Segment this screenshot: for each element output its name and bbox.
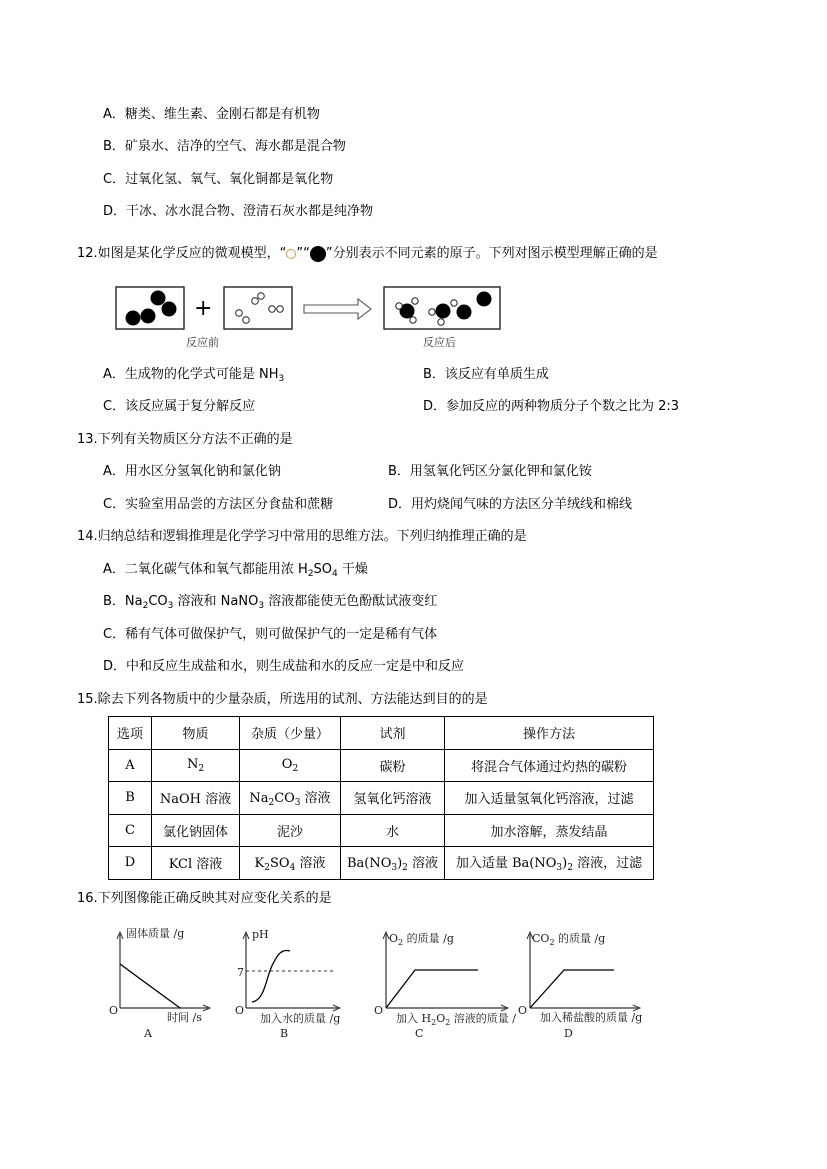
- graph-b: [226, 924, 356, 1046]
- graph-d-xlabel: 加入稀盐酸的质量 /g: [540, 1011, 643, 1024]
- graph-d-curve: [530, 970, 614, 1008]
- table-header-cell: 试剂: [341, 717, 445, 750]
- graph-c-origin: O: [374, 1004, 384, 1017]
- graph-d-ylabel: $CO_2$ 的质量 /g: [532, 932, 606, 947]
- table-header-cell: 选项: [109, 717, 152, 750]
- graph-a-curve: [120, 964, 180, 1008]
- table-header-cell: 操作方法: [445, 717, 654, 750]
- q12-option-d: D．参加反应的两种物质分子个数之比为 2:3: [423, 399, 680, 414]
- graph-b-xlabel: 加入水的质量 /g: [260, 1012, 341, 1025]
- q16-stem: 16.下列图像能正确反映其对应变化关系的是: [77, 891, 332, 906]
- black-atom-icon: [310, 246, 326, 262]
- q12-option-b: B．该反应有单质生成: [423, 367, 549, 382]
- q13-stem: 13.下列有关物质区分方法不正确的是: [77, 432, 293, 447]
- q14-stem: 14.归纳总结和逻辑推理是化学学习中常用的思维方法。下列归纳推理正确的是: [77, 529, 527, 544]
- graph-b-ylabel: pH: [252, 928, 269, 941]
- graph-d-label: D: [564, 1027, 573, 1040]
- q12-stem: 12.如图是某化学反应的微观模型，“ ”“ ”分别表示不同元素的原子。下列对图示模型理解正确的是: [77, 246, 658, 261]
- graph-a-origin: O: [109, 1004, 119, 1017]
- graph-b-curve: [252, 950, 290, 1002]
- q13-option-a: A．用水区分氢氧化钠和氯化钠: [103, 464, 281, 479]
- graph-a-label: A: [144, 1027, 152, 1040]
- impurity-table: [108, 716, 654, 880]
- table-row: D KCl 溶液 $K_2SO_4$ 溶液 $Ba(NO_3)_2$ 溶液 加入适量 $Ba(NO_3)_2$ 溶液，过滤: [109, 847, 654, 880]
- q15-stem: 15.除去下列各物质中的少量杂质，所选用的试剂、方法能达到目的的是: [77, 692, 488, 707]
- q13-option-c: C．实验室用品尝的方法区分食盐和蔗糖: [103, 497, 334, 512]
- q14-option-d: D．中和反应生成盐和水，则生成盐和水的反应一定是中和反应: [103, 659, 465, 674]
- q13-option-d: D．用灼烧闻气味的方法区分羊绒线和棉线: [388, 497, 633, 512]
- graph-a-ylabel: 固体质量 /g: [126, 927, 185, 940]
- q14-option-b: B．$Na_2CO_3$ 溶液和 NaNO$_3$ 溶液都能使无色酚酞试液变红: [103, 594, 438, 611]
- graph-c-xlabel: 加入 $H_2O_2$ 溶液的质量 /g: [396, 1012, 516, 1027]
- table-row: B NaOH 溶液 $Na_2CO_3$ 溶液 氢氧化钙溶液 加入适量氢氧化钙溶液，过滤: [109, 782, 654, 815]
- table-row: A $N_2$ $O_2$ 碳粉 将混合气体通过灼热的碳粉: [109, 749, 654, 782]
- q11-option-c: C．过氧化氢、氧气、氧化铜都是氧化物: [103, 172, 334, 187]
- table-header-cell: 杂质（少量）: [240, 717, 341, 750]
- q12-option-a: A．生成物的化学式可能是 $NH_3$: [103, 367, 285, 384]
- q11-option-a: A．糖类、维生素、金刚石都是有机物: [103, 107, 320, 122]
- graph-c-curve: [386, 970, 478, 1008]
- q11-option-b: B．矿泉水、洁净的空气、海水都是混合物: [103, 139, 346, 154]
- table-row: C 氯化钠固体 泥沙 水 加水溶解，蒸发结晶: [109, 814, 654, 847]
- table-header-cell: 物质: [152, 717, 240, 750]
- graph-b-label: B: [280, 1027, 289, 1040]
- label-after-reaction: 反应后: [423, 336, 456, 349]
- q14-option-a: A．二氧化碳气体和氧气都能用浓 $H_2SO_4$ 干燥: [103, 562, 368, 579]
- plus-icon: +: [194, 296, 213, 321]
- q13-option-b: B．用氢氧化钙区分氯化钾和氯化铵: [388, 464, 592, 479]
- q14-option-c: C．稀有气体可做保护气，则可做保护气的一定是稀有气体: [103, 627, 438, 642]
- q12-option-c: C．该反应属于复分解反应: [103, 399, 256, 414]
- graph-a: [100, 924, 225, 1046]
- graph-a-xlabel: 时间 /s: [167, 1011, 202, 1024]
- graph-b-origin: O: [235, 1004, 245, 1017]
- graph-c-label: C: [415, 1027, 424, 1040]
- graph-c: [368, 924, 516, 1046]
- graph-d: [514, 924, 650, 1046]
- graph-b-tick: 7: [237, 966, 244, 979]
- graph-d-origin: O: [518, 1004, 528, 1017]
- table-header-row: [109, 717, 654, 750]
- reaction-arrow-icon: [304, 299, 371, 319]
- q11-option-d: D．干冰、冰水混合物、澄清石灰水都是纯净物: [103, 204, 374, 219]
- white-atom-icon: [286, 249, 296, 259]
- graph-c-ylabel: $O_2$ 的质量 /g: [389, 932, 454, 947]
- label-before-reaction: 反应前: [186, 336, 219, 349]
